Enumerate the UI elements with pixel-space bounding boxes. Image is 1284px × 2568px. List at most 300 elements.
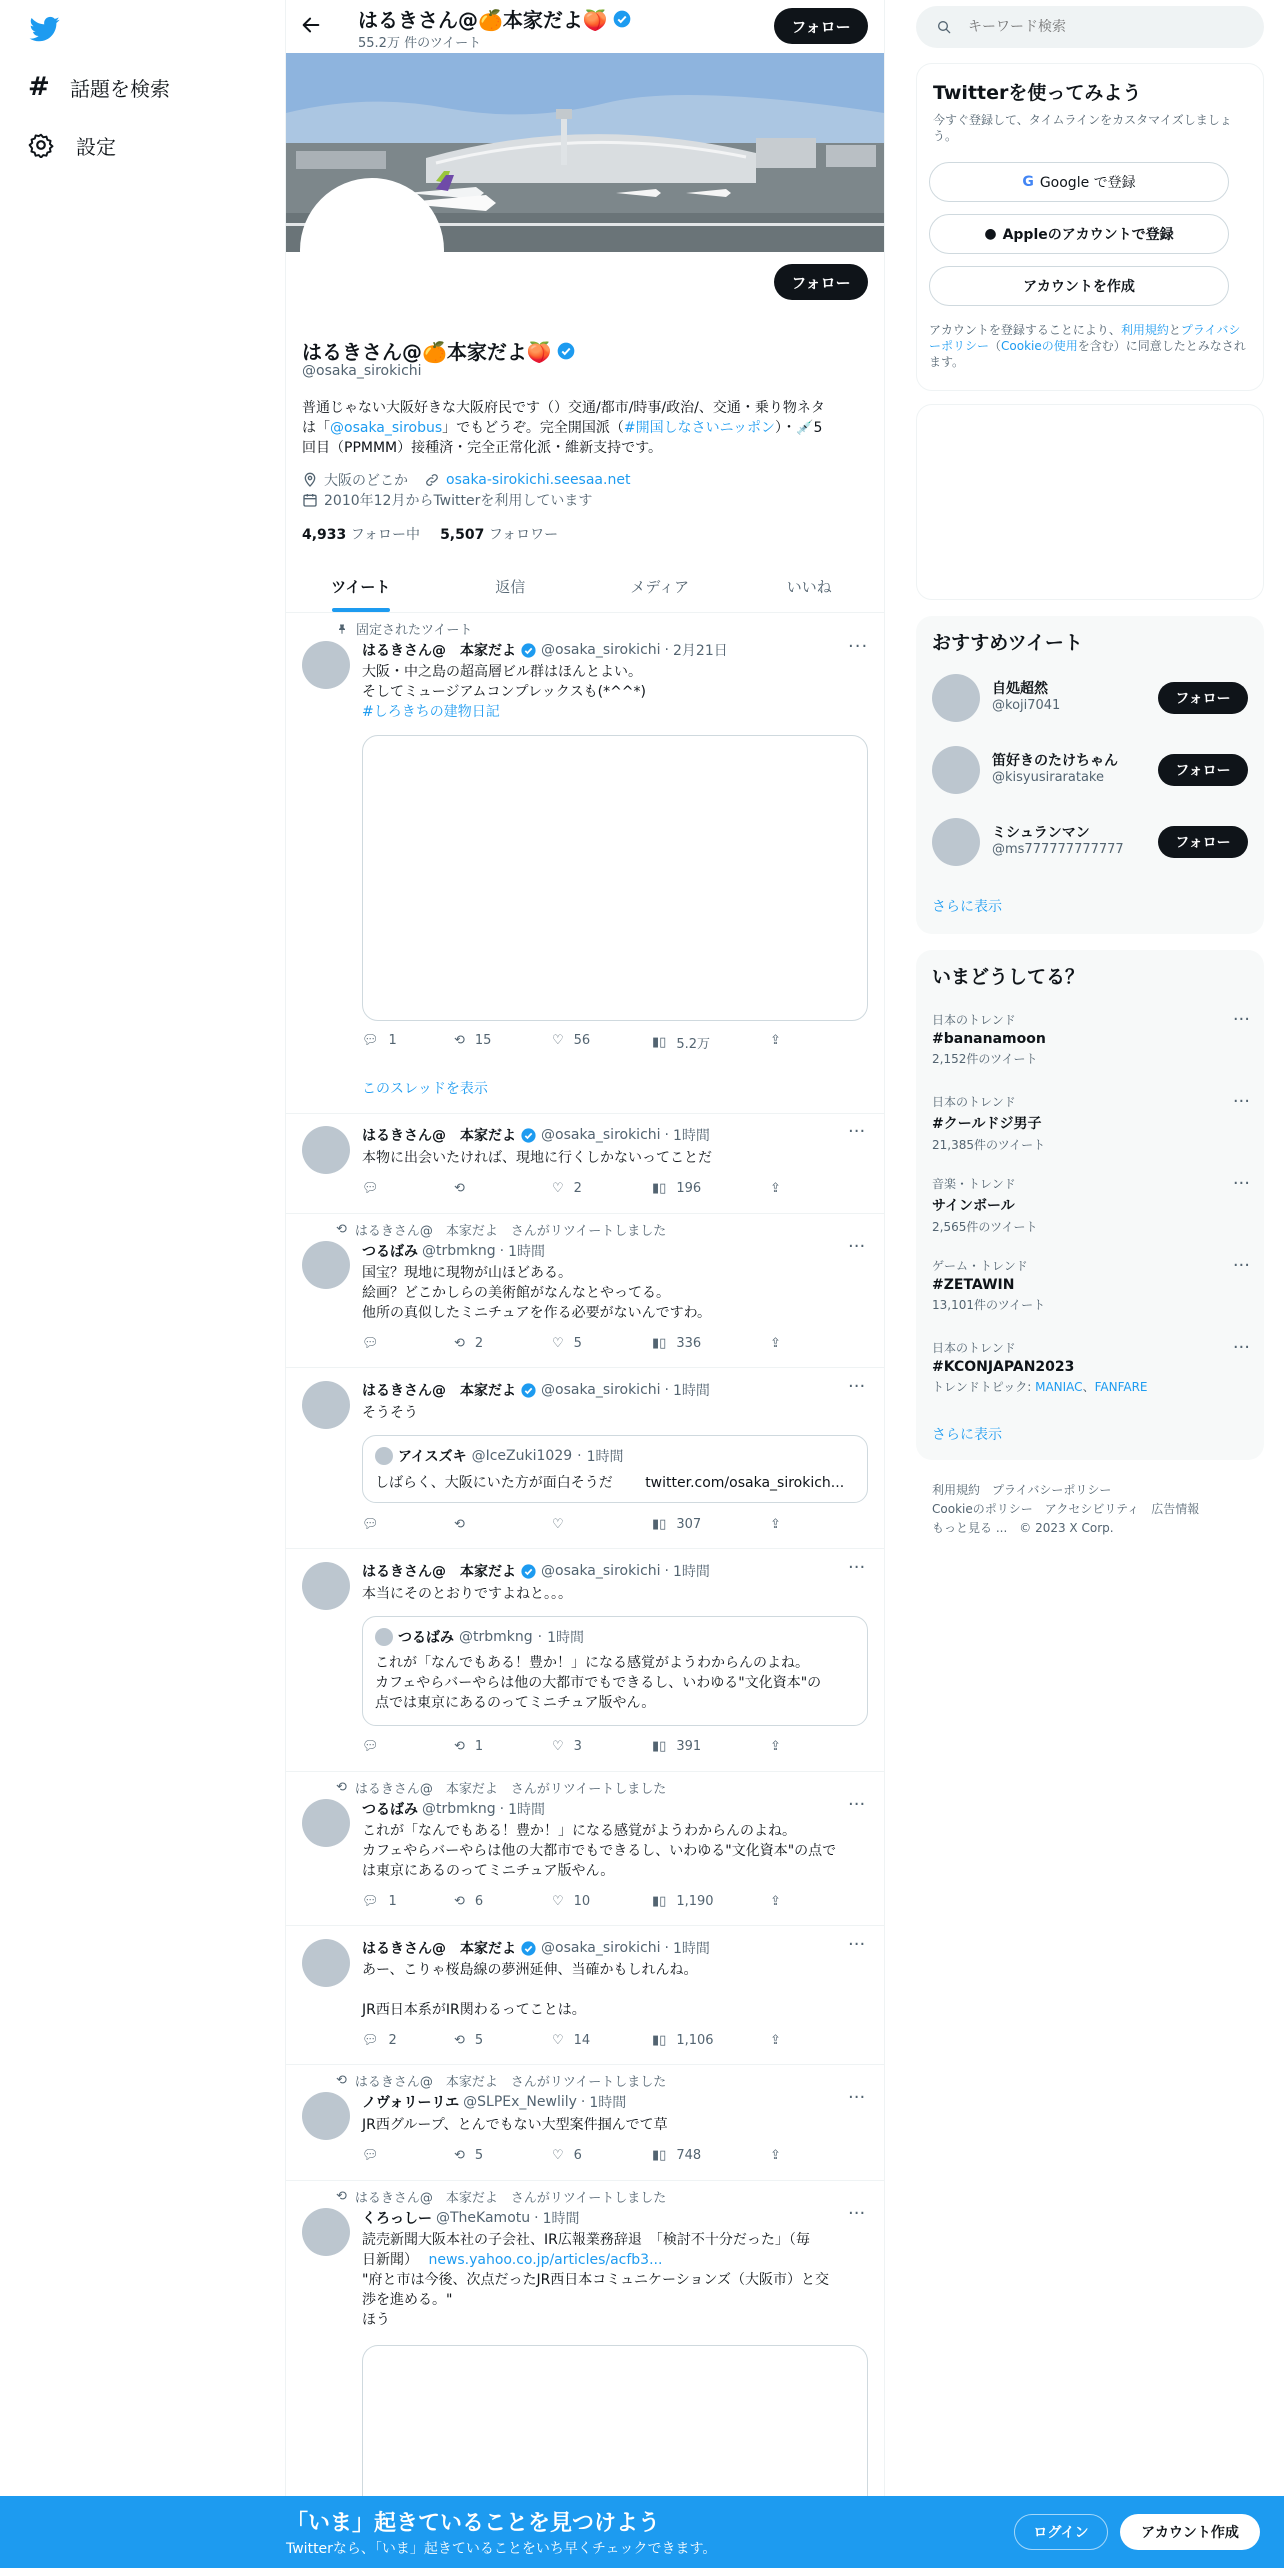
like-count: 5 — [573, 1336, 582, 1351]
trend-topic-link[interactable]: MANIAC — [1035, 1380, 1083, 1394]
tweet-text-line-blank — [362, 1980, 697, 2000]
banner-signup-button[interactable]: アカウント作成 — [1120, 2514, 1260, 2550]
profile-bio — [302, 398, 872, 458]
quote-avatar — [375, 1447, 393, 1465]
tweet-time[interactable]: 1時間 — [508, 1802, 546, 1818]
views-button[interactable] — [652, 1894, 714, 1909]
views-count: 307 — [676, 1517, 702, 1532]
recommend-user-name: 自処超然 — [992, 681, 1048, 697]
empty-widget — [916, 404, 1264, 600]
google-signup-label: Google で登録 — [1039, 175, 1136, 191]
retweet-button[interactable] — [454, 1033, 491, 1048]
retweet-count: 1 — [474, 1739, 484, 1754]
legal-privacy-link[interactable]: プライバシーポリシー — [929, 323, 1241, 353]
tweet-time[interactable]: 1時間 — [673, 1383, 710, 1399]
tweet-author-name[interactable]: はるきさん@ 本家だよ — [362, 1941, 516, 1957]
trend-item[interactable] — [932, 1175, 1262, 1235]
views-icon: ▮▯ — [652, 1739, 667, 1754]
nav-settings[interactable] — [28, 128, 116, 162]
retweet-button[interactable] — [454, 1739, 483, 1754]
quote-link: twitter.com/osaka_sirokich... — [645, 1475, 845, 1491]
tab-likes[interactable] — [735, 560, 885, 612]
tweet-divider — [286, 1548, 884, 1549]
retweet-button[interactable] — [454, 1336, 483, 1351]
profile-joined: 2010年12月からTwitterを利用しています — [324, 493, 593, 509]
retweet-button[interactable] — [454, 1181, 475, 1196]
heart-icon: ♡ — [552, 2033, 564, 2048]
signup-title: Twitterを使ってみよう — [933, 82, 1142, 104]
avatar[interactable] — [302, 1799, 350, 1847]
avatar — [932, 746, 980, 794]
trends-more-link[interactable]: さらに表示 — [932, 1427, 1002, 1443]
bottom-signup-banner — [0, 2496, 1284, 2568]
trend-count: 2,565件のツイート — [932, 1220, 1038, 1234]
tweet-time[interactable]: 1時間 — [673, 1564, 710, 1580]
share-button[interactable] — [770, 2148, 781, 2163]
tweet-divider — [286, 1367, 884, 1368]
more-options-icon[interactable]: ··· — [848, 1934, 866, 1955]
trend-name: #クールドジ男子 — [932, 1116, 1042, 1132]
like-button[interactable] — [552, 1181, 582, 1196]
footer-accessibility-link[interactable]: アクセシビリティ — [1044, 1502, 1140, 1516]
tab-media[interactable] — [585, 560, 735, 612]
tweet-text-line: 渉を進める。" — [362, 2292, 453, 2308]
retweet-count: 6 — [474, 1894, 484, 1909]
signup-subtitle: 今すぐ登録して、タイムラインをカスタマイズしましょう。 — [933, 113, 1232, 143]
bio-text: 」でもどうぞ。完全開国派（ — [442, 420, 624, 436]
legal-text: と — [1168, 323, 1181, 337]
heart-icon: ♡ — [552, 1181, 564, 1196]
avatar[interactable] — [302, 641, 350, 689]
retweet-icon: ⟲ — [454, 2148, 465, 2163]
tweet-header — [362, 1241, 545, 1261]
bio-text: ）・💉5 — [775, 420, 823, 436]
heart-icon: ♡ — [552, 1336, 564, 1351]
reply-icon: 💬︎ — [362, 1181, 379, 1196]
more-options-icon[interactable]: ··· — [848, 2203, 866, 2224]
bio-hashtag-link[interactable]: #開国しなさいニッポン — [623, 420, 776, 436]
trend-item[interactable] — [932, 1011, 1262, 1071]
footer-row — [932, 1481, 1252, 1500]
views-button[interactable] — [652, 1517, 701, 1532]
more-options-icon[interactable]: ··· — [1232, 1173, 1250, 1194]
trend-name: #bananamoon — [932, 1031, 1046, 1047]
retweet-icon: ⟲ — [336, 1222, 347, 1237]
like-count: 10 — [573, 1894, 591, 1909]
retweet-button[interactable] — [454, 2033, 483, 2048]
more-options-icon[interactable]: ··· — [848, 1236, 866, 1257]
views-icon: ▮▯ — [652, 1336, 667, 1351]
dot-separator: · — [499, 1801, 505, 1817]
quote-body — [375, 1653, 821, 1713]
calendar-icon — [302, 492, 318, 508]
footer-more-link[interactable]: もっと見る ... — [932, 1521, 1008, 1535]
retweet-count: 15 — [474, 1033, 492, 1048]
retweet-icon: ⟲ — [336, 1780, 347, 1795]
tweet-author-name[interactable]: ノヴォリーリエ — [362, 2095, 460, 2111]
recommend-user-handle: @koji7041 — [992, 698, 1061, 713]
more-options-icon[interactable]: ··· — [848, 1794, 866, 1815]
pin-icon — [336, 623, 348, 635]
tweet-actions — [362, 1739, 792, 1759]
quote-tweet[interactable] — [362, 1435, 868, 1503]
legal-text: アカウントを登録することにより、 — [929, 323, 1121, 337]
retweeted-by — [336, 1778, 666, 1797]
search-bar[interactable] — [916, 6, 1264, 48]
like-button[interactable] — [552, 1033, 590, 1048]
tweet-divider — [286, 1213, 884, 1214]
search-icon — [936, 19, 952, 35]
gear-icon — [28, 132, 54, 158]
share-button[interactable] — [770, 1181, 781, 1196]
reply-count: 1 — [388, 1033, 397, 1048]
recommend-follow-button[interactable]: フォロー — [1158, 682, 1248, 714]
tweet-author-name[interactable]: はるきさん@ 本家だよ — [362, 643, 516, 659]
create-account-button[interactable]: アカウントを作成 — [929, 266, 1229, 306]
trend-name: #ZETAWIN — [932, 1277, 1015, 1293]
tweet-text-line: 他所の真似したミニチュアを作る必要がないんですわ。 — [362, 1305, 712, 1321]
views-button[interactable] — [652, 1033, 710, 1052]
dot-separator: · — [664, 1940, 669, 1956]
share-icon: ⇪ — [770, 1517, 781, 1532]
tweet-media[interactable] — [362, 735, 868, 1021]
tweet-text-line: 本物に出会いたければ、現地に行くしかないってことだ — [362, 1150, 712, 1166]
verified-badge-icon — [520, 642, 537, 659]
reply-icon: 💬︎ — [362, 1517, 379, 1532]
recommend-user[interactable] — [932, 818, 1248, 868]
profile-handle: @osaka_sirokichi — [302, 363, 422, 379]
reply-button[interactable] — [362, 1894, 397, 1909]
more-options-icon[interactable]: ··· — [1232, 1337, 1250, 1358]
profile-meta-row-1 — [302, 470, 630, 490]
profile-name-text: はるきさん@🍊本家だよ🍑 — [302, 340, 552, 364]
tweet-handle[interactable]: @trbmkng — [422, 1243, 496, 1259]
views-button[interactable] — [652, 2033, 714, 2048]
views-button[interactable] — [652, 1739, 701, 1754]
heart-icon: ♡ — [552, 1739, 564, 1754]
trend-topics — [932, 1378, 1262, 1395]
tweet-handle[interactable]: @osaka_sirokichi — [541, 1563, 661, 1579]
recommend-follow-button[interactable]: フォロー — [1158, 754, 1248, 786]
quote-text-line: これが「なんでもある！豊か！」になる感覚がようわからんのよね。 — [375, 1655, 809, 1671]
location-icon — [302, 472, 318, 488]
tweet-author-name[interactable]: はるきさん@ 本家だよ — [362, 1128, 516, 1144]
tweet-handle[interactable]: @osaka_sirokichi — [541, 642, 661, 658]
reply-button[interactable] — [362, 1739, 389, 1754]
like-button[interactable] — [552, 1894, 590, 1909]
retweeted-by-text[interactable]: はるきさん@ 本家だよ さんがリツイートしました — [354, 2075, 667, 2090]
profile-follow-button[interactable]: フォロー — [774, 264, 868, 300]
tab-replies-label: 返信 — [495, 577, 526, 596]
share-button[interactable] — [770, 1894, 781, 1909]
avatar[interactable] — [302, 1126, 350, 1174]
tweet-time[interactable]: 1時間 — [542, 2211, 580, 2227]
reply-button[interactable] — [362, 2148, 389, 2163]
trend-context: 日本のトレンド — [932, 1095, 1016, 1109]
profile-tabs — [286, 560, 884, 613]
apple-icon: ● — [984, 226, 997, 242]
views-button[interactable] — [652, 1181, 701, 1196]
tweet-author-name[interactable]: はるきさん@ 本家だよ — [362, 1564, 516, 1580]
share-icon: ⇪ — [770, 2148, 781, 2163]
legal-cookie-link[interactable]: Cookieの使用 — [1001, 339, 1078, 353]
avatar[interactable] — [302, 1562, 350, 1610]
more-options-icon[interactable]: ··· — [848, 1376, 866, 1397]
retweeted-by-text[interactable]: はるきさん@ 本家だよ さんがリツイートしました — [354, 1224, 667, 1239]
recommend-card — [916, 616, 1264, 934]
share-button[interactable] — [770, 1033, 781, 1048]
quote-tweet[interactable] — [362, 1616, 868, 1726]
tweet-handle[interactable]: @trbmkng — [422, 1801, 496, 1817]
trend-name: サインボール — [932, 1198, 1015, 1214]
tweet-handle[interactable]: @TheKamotu — [436, 2210, 531, 2226]
footer-terms-link[interactable]: 利用規約 — [932, 1483, 981, 1497]
tab-tweets[interactable] — [286, 560, 436, 612]
tweet-text-line: これが「なんでもある！豊か！」になる感覚がようわからんのよね。 — [362, 1823, 796, 1839]
header-tweet-count: 55.2万 件のツイート — [358, 36, 482, 51]
legal-terms-link[interactable]: 利用規約 — [1120, 323, 1169, 337]
like-button[interactable] — [552, 2033, 590, 2048]
apple-signup-button[interactable] — [929, 214, 1229, 254]
trend-item[interactable] — [932, 1093, 1262, 1153]
more-options-icon[interactable]: ··· — [1232, 1091, 1250, 1112]
retweet-button[interactable] — [454, 2148, 483, 2163]
tweet-divider — [286, 2180, 884, 2181]
like-button[interactable] — [552, 1739, 582, 1754]
retweet-count: 5 — [474, 2148, 484, 2163]
trend-topic-prefix: トレンドトピック: — [932, 1380, 1036, 1394]
quote-text-line: カフェやらバーやらは他の大都市でもできるし、いわゆる"文化資本"の — [375, 1675, 822, 1691]
retweeted-by-text[interactable]: はるきさん@ 本家だよ さんがリツイートしました — [354, 2191, 667, 2206]
tweet-author-name[interactable]: つるばみ — [362, 1802, 418, 1818]
recommend-user-name: 笛好きのたけちゃん — [992, 753, 1118, 769]
quote-header — [375, 1446, 624, 1466]
trend-item[interactable] — [932, 1257, 1262, 1317]
dot-separator: · — [664, 1127, 669, 1143]
banner-login-button[interactable]: ログイン — [1014, 2514, 1108, 2550]
verified-badge-icon — [520, 1382, 537, 1399]
tweet-text-line: 大阪・中之島の超高層ビル群はほんとよい。 — [362, 664, 642, 680]
tweet-header — [362, 640, 728, 660]
share-button[interactable] — [770, 1517, 781, 1532]
trend-context: 音楽・トレンド — [932, 1177, 1016, 1191]
tweet-text: 日新聞） — [362, 2252, 418, 2268]
reply-button[interactable] — [362, 1336, 389, 1351]
tweet-header — [362, 2208, 580, 2228]
footer-ads-link[interactable]: 広告情報 — [1151, 1502, 1200, 1516]
avatar — [932, 818, 980, 866]
tweet-author-name[interactable]: つるばみ — [362, 1244, 418, 1260]
retweeted-by-text[interactable]: はるきさん@ 本家だよ さんがリツイートしました — [354, 1782, 667, 1797]
tweet-handle[interactable]: @osaka_sirokichi — [541, 1940, 661, 1956]
tweet-text-line: 本当にそのとおりですよねと。。。 — [362, 1586, 572, 1602]
retweet-button[interactable] — [454, 1894, 483, 1909]
more-options-icon[interactable]: ··· — [848, 2087, 866, 2108]
link-icon — [424, 472, 440, 488]
heart-icon: ♡ — [552, 1033, 564, 1048]
pinned-label — [336, 619, 472, 638]
avatar[interactable] — [302, 2092, 350, 2140]
reply-button[interactable] — [362, 1033, 397, 1048]
share-icon: ⇪ — [770, 1336, 781, 1351]
avatar[interactable] — [302, 1381, 350, 1429]
more-options-icon[interactable]: ··· — [848, 636, 869, 657]
trends-title: いまどうしてる？ — [932, 966, 1085, 988]
apple-signup-label: Appleのアカウントで登録 — [1002, 227, 1174, 243]
tweet-header — [362, 1938, 710, 1958]
signup-legal — [929, 322, 1249, 370]
footer-cookie-link[interactable]: Cookieのポリシー — [932, 1502, 1033, 1516]
profile-bio-line-3: 回目（PPMMM）接種済・完全正常化派・維新支持です。 — [302, 440, 663, 456]
profile-name — [302, 336, 576, 365]
show-thread-link[interactable]: このスレッドを表示 — [362, 1081, 488, 1097]
tweet-author-name[interactable]: くろっしー — [362, 2211, 432, 2227]
header-follow-button[interactable]: フォロー — [774, 8, 868, 44]
recommend-more-link[interactable]: さらに表示 — [932, 899, 1002, 915]
tweet-handle[interactable]: @osaka_sirokichi — [541, 1382, 661, 1398]
trend-count: 2,152件のツイート — [932, 1052, 1038, 1066]
profile-follow-stats — [302, 524, 558, 544]
dot-separator: · — [664, 1563, 669, 1579]
back-arrow-icon[interactable] — [300, 14, 324, 38]
reply-icon: 💬︎ — [362, 2148, 379, 2163]
share-button[interactable] — [770, 1336, 781, 1351]
heart-icon: ♡ — [552, 1517, 564, 1532]
search-input[interactable] — [968, 19, 1228, 35]
avatar[interactable] — [302, 1939, 350, 1987]
verified-badge-icon — [520, 1940, 537, 1957]
active-tab-indicator — [332, 608, 390, 612]
hashtag-icon: # — [28, 72, 50, 102]
avatar[interactable] — [302, 1241, 350, 1289]
dot-separator: · — [580, 2094, 586, 2110]
dot-separator: · — [664, 1382, 669, 1398]
dot-separator: · — [577, 1448, 582, 1464]
retweet-icon: ⟲ — [454, 1033, 465, 1048]
tweet-time[interactable]: 1時間 — [589, 2095, 627, 2111]
tweet-text-line: あー、こりゃ桜島線の夢洲延伸、当確かもしれんね。 — [362, 1962, 698, 1978]
retweeted-by — [336, 2187, 666, 2206]
retweet-button[interactable] — [454, 1517, 475, 1532]
followers-count: 5,507 — [440, 527, 485, 543]
sidebar-footer — [932, 1481, 1252, 1538]
more-options-icon[interactable]: ··· — [1232, 1009, 1250, 1030]
reply-icon: 💬︎ — [362, 2033, 379, 2048]
recommend-user[interactable] — [932, 674, 1248, 724]
recommend-follow-button[interactable]: フォロー — [1158, 826, 1248, 858]
recommend-title: おすすめツイート — [932, 632, 1083, 654]
more-options-icon[interactable]: ··· — [1232, 1255, 1250, 1276]
verified-badge-icon — [520, 1127, 537, 1144]
google-signup-button[interactable] — [929, 162, 1229, 202]
more-options-icon[interactable]: ··· — [848, 1557, 866, 1578]
profile-location: 大阪のどこか — [324, 473, 408, 489]
views-button[interactable] — [652, 1336, 701, 1351]
tweet-actions — [362, 1894, 792, 1914]
tab-replies[interactable] — [436, 560, 586, 612]
views-count: 391 — [676, 1739, 702, 1754]
profile-bio-line-1: 普通じゃない大阪好きな大阪府民です（）交通/都市/時事/政治/、交通・乗り物ネタ — [302, 400, 825, 416]
tweet-time[interactable]: 1時間 — [673, 1941, 710, 1957]
tweet-hashtag-link[interactable]: #しろきちの建物日記 — [362, 704, 500, 720]
footer-row — [932, 1500, 1252, 1519]
retweet-icon: ⟲ — [454, 1894, 465, 1909]
tab-tweets-label: ツイート — [331, 577, 391, 596]
tweet-actions — [362, 1336, 792, 1356]
tweet-time[interactable]: 2月21日 — [673, 643, 728, 659]
like-button[interactable] — [552, 1517, 574, 1532]
tweet-handle[interactable]: @osaka_sirokichi — [541, 1127, 661, 1143]
like-button[interactable] — [552, 1336, 582, 1351]
bio-mention-link[interactable]: @osaka_sirobus — [330, 420, 443, 436]
profile-meta-row-2 — [302, 490, 592, 510]
more-options-icon[interactable]: ··· — [848, 1121, 866, 1142]
quote-header — [375, 1627, 584, 1647]
banner-subtitle: Twitterなら、「いま」起きていることをいち早くチェックできます。 — [286, 2541, 717, 2557]
views-icon: ▮▯ — [652, 1035, 667, 1050]
trend-context: ゲーム・トレンド — [932, 1259, 1028, 1273]
footer-privacy-link[interactable]: プライバシーポリシー — [992, 1483, 1112, 1497]
nav-explore[interactable] — [28, 70, 170, 104]
avatar[interactable] — [302, 2208, 350, 2256]
share-button[interactable] — [770, 1739, 781, 1754]
following-stat[interactable] — [302, 524, 420, 544]
twitter-logo-icon[interactable] — [28, 14, 62, 44]
profile-url-link[interactable]: osaka-sirokichi.seesaa.net — [446, 472, 631, 488]
tweet-header — [362, 1561, 710, 1581]
trend-name: #KCONJAPAN2023 — [932, 1359, 1075, 1375]
tweet-handle[interactable]: @SLPEx_Newlily — [463, 2094, 577, 2110]
tweet-time[interactable]: 1時間 — [673, 1128, 710, 1144]
bio-text: は「 — [302, 420, 330, 436]
views-button[interactable] — [652, 2148, 701, 2163]
quote-text: しばらく、大阪にいた方が面白そうだ — [375, 1475, 613, 1491]
followers-stat[interactable] — [440, 524, 558, 544]
dot-separator: · — [534, 2210, 539, 2226]
tweet-text-line: 絵画？どこかしらの美術館がなんなとやってる。 — [362, 1285, 670, 1301]
tweet-author-name[interactable]: はるきさん@ 本家だよ — [362, 1383, 516, 1399]
like-button[interactable] — [552, 2148, 582, 2163]
pinned-label-text: 固定されたツイート — [356, 623, 473, 638]
tweet-time[interactable]: 1時間 — [508, 1244, 546, 1260]
trend-context: 日本のトレンド — [932, 1013, 1016, 1027]
tweet-actions — [362, 1517, 792, 1537]
reply-button[interactable] — [362, 1181, 389, 1196]
tweet-url-link[interactable]: news.yahoo.co.jp/articles/acfb3... — [428, 2252, 663, 2268]
trend-item[interactable] — [932, 1339, 1262, 1399]
like-count: 14 — [573, 2033, 591, 2048]
share-button[interactable] — [770, 2033, 781, 2048]
heart-icon: ♡ — [552, 1894, 564, 1909]
recommend-user[interactable] — [932, 746, 1248, 796]
followers-label: フォロワー — [488, 527, 559, 543]
tweet-header — [362, 1125, 710, 1145]
views-count: 1,106 — [676, 2033, 714, 2048]
trend-count: 21,385件のツイート — [932, 1138, 1046, 1152]
tab-likes-label: いいね — [786, 577, 832, 596]
reply-button[interactable] — [362, 1517, 389, 1532]
reply-button[interactable] — [362, 2033, 397, 2048]
header-name-text: はるきさん@🍊本家だよ🍑 — [358, 8, 608, 32]
tweet-actions — [362, 2148, 792, 2168]
retweet-icon: ⟲ — [336, 2189, 347, 2204]
reply-icon: 💬︎ — [362, 1336, 379, 1351]
footer-row — [932, 1519, 1252, 1538]
share-icon: ⇪ — [770, 1894, 781, 1909]
profile-avatar[interactable] — [300, 178, 444, 322]
trend-topic-link[interactable]: FANFARE — [1094, 1380, 1148, 1394]
footer-copyright: © 2023 X Corp. — [1019, 1521, 1114, 1535]
